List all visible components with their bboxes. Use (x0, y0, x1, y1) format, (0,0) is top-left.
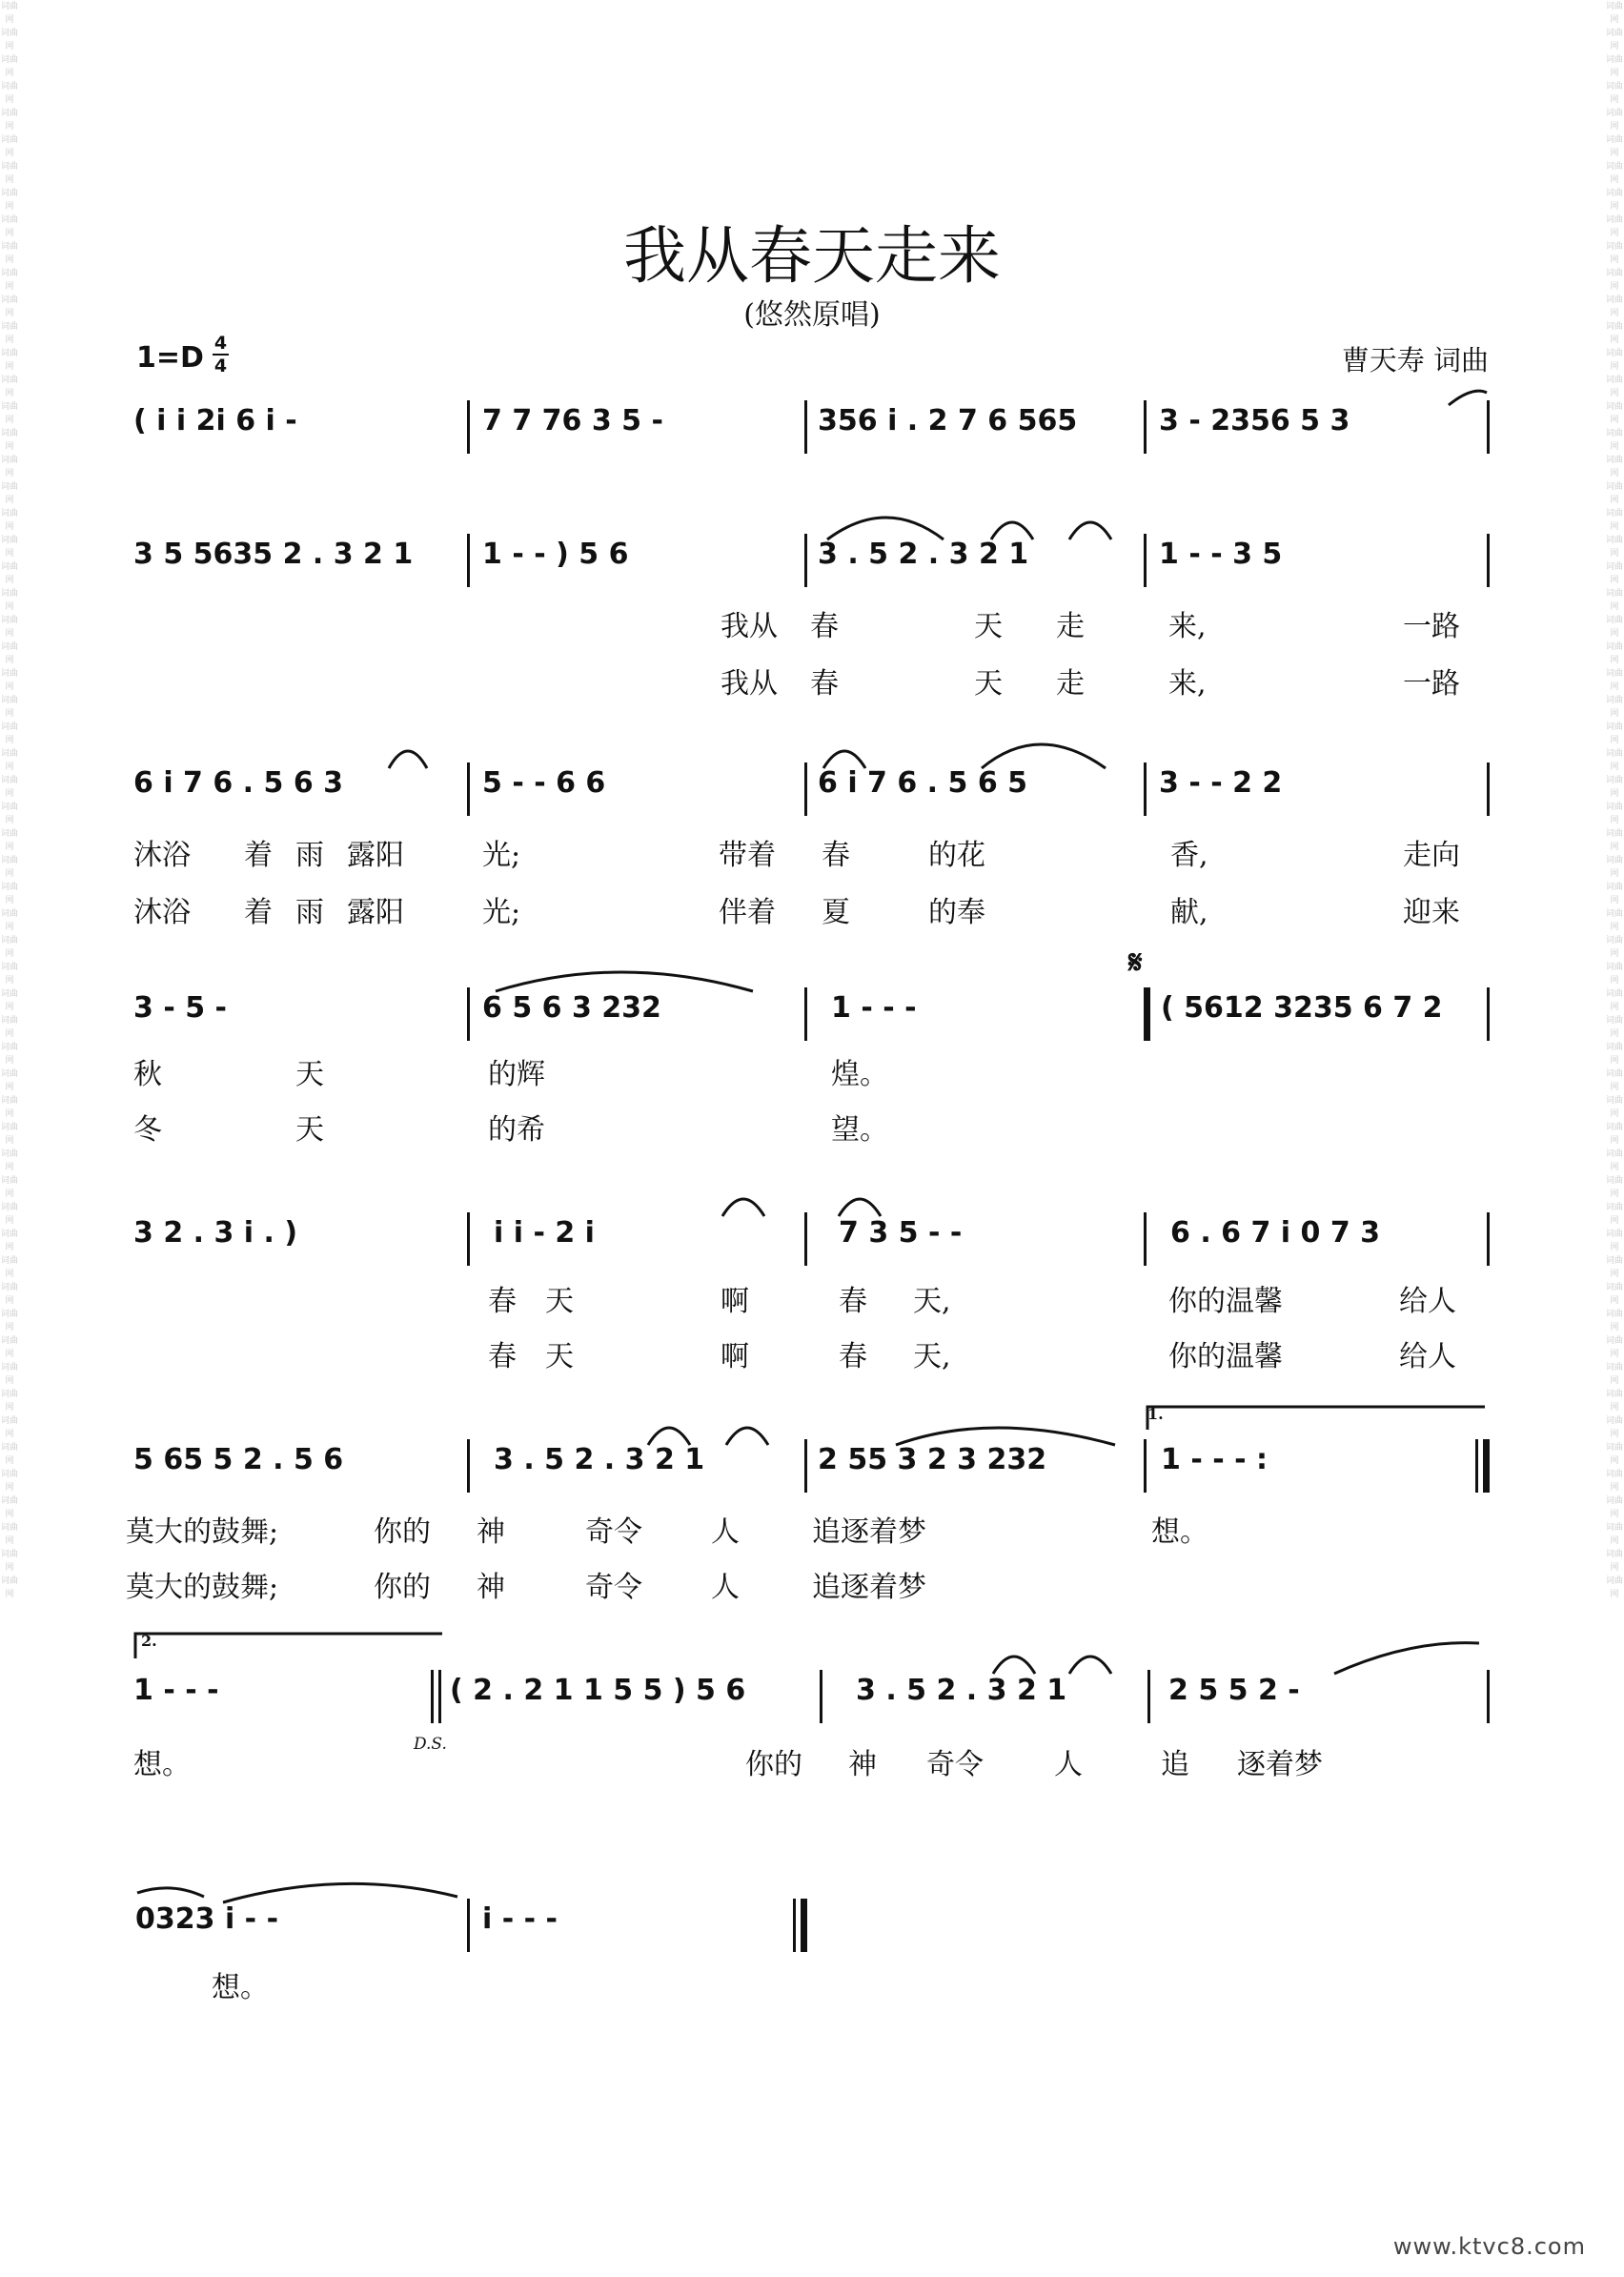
lyric: 的辉 (488, 1058, 545, 1091)
lyric: 光; (482, 896, 521, 929)
composer-credit: 曹天寿 词曲 (1341, 344, 1489, 376)
lyric: 莫大的鼓舞; (126, 1571, 279, 1604)
lyric: 给人 (1399, 1340, 1456, 1373)
lyric: 神 (477, 1515, 505, 1549)
lyric: 来, (1168, 610, 1207, 643)
lyrics-verse2-line4 (126, 1106, 1500, 1147)
lyric: 走 (1056, 667, 1085, 701)
lyric: 香, (1170, 839, 1208, 872)
measure: 3 . 5 2 . 3 2 1 (856, 1674, 1067, 1707)
left-watermark-strip: 词曲网 词曲网 词曲网 词曲网 词曲网 词曲网 词曲网 词曲网 词曲网 词曲网 词曲网 词曲网 词曲网 词曲网 词曲网 词曲网 词曲网 词曲网 词曲网 词曲网 词曲网 词曲网 词曲网 词曲网 词曲网 词曲网 词曲网 词曲网 词曲网 词曲网 词曲网 词曲网 词曲网 词曲网 词曲网 词曲网 词曲网 词曲网 词曲网 词曲网 词曲网 词曲网 词曲网 词曲网 词曲网 词曲网 词曲网 词曲网 词曲网 词曲网 词曲网 词曲网 词曲网 词曲网 词曲网 词曲网 词曲网 词曲网 词曲网 词曲网 (0, 2, 18, 1599)
music-line-6 (126, 1439, 1500, 1493)
measure: 3 - 2356 5 3 (1159, 404, 1350, 437)
lyrics-verse2-line5 (126, 1332, 1500, 1371)
music-line-2 (126, 534, 1500, 587)
measure: 3 2 . 3 i . ) (133, 1216, 298, 1250)
right-watermark-strip: 词曲网 词曲网 词曲网 词曲网 词曲网 词曲网 词曲网 词曲网 词曲网 词曲网 词曲网 词曲网 词曲网 词曲网 词曲网 词曲网 词曲网 词曲网 词曲网 词曲网 词曲网 词曲网 词曲网 词曲网 词曲网 词曲网 词曲网 词曲网 词曲网 词曲网 词曲网 词曲网 词曲网 词曲网 词曲网 词曲网 词曲网 词曲网 词曲网 词曲网 词曲网 词曲网 词曲网 词曲网 词曲网 词曲网 词曲网 词曲网 词曲网 词曲网 词曲网 词曲网 词曲网 词曲网 词曲网 词曲网 词曲网 词曲网 词曲网 词曲网 (1605, 2, 1623, 1599)
lyric: 春 (839, 1340, 867, 1373)
lyric: 天 (545, 1340, 574, 1373)
lyric: 煌。 (831, 1058, 888, 1091)
lyric: 想。 (212, 1971, 269, 2004)
lyric: 雨 (295, 896, 324, 929)
lyric: 想。 (1151, 1515, 1208, 1549)
music-line-3 (126, 762, 1500, 816)
music-line-7 (126, 1670, 1500, 1723)
volta-1-label: 1. (1147, 1405, 1164, 1423)
lyrics-verse2-line3 (126, 888, 1500, 929)
lyric: 奇令 (585, 1515, 642, 1549)
measure: 1 - - - : (1161, 1443, 1269, 1476)
lyric: 夏 (822, 896, 850, 929)
lyric: 献, (1170, 896, 1208, 929)
measure: ( 5612 3235 6 7 2 (1161, 991, 1443, 1025)
lyric: 迎来 (1403, 896, 1460, 929)
lyric: 露阳 (347, 839, 404, 872)
lyric: 秋 (133, 1058, 162, 1091)
lyrics-verse1-line3 (126, 831, 1500, 872)
lyric: 的奉 (928, 896, 985, 929)
lyric: 天 (295, 1113, 324, 1147)
measure: 1 - - 3 5 (1159, 538, 1283, 571)
lyric: 伴着 (719, 896, 776, 929)
measure: 1 - - - (831, 991, 917, 1025)
lyric: 天 (545, 1285, 574, 1318)
lyric: 春 (822, 839, 850, 872)
lyric: 逐着梦 (1237, 1748, 1323, 1781)
lyric: 神 (848, 1748, 877, 1781)
lyric: 一路 (1403, 667, 1460, 701)
lyric: 想。 (133, 1748, 191, 1781)
lyric: 天 (974, 667, 1003, 701)
lyric: 春 (810, 667, 839, 701)
lyric: 人 (711, 1515, 740, 1549)
measure: ( 2 . 2 1 1 5 5 ) 5 6 (450, 1674, 746, 1707)
measure: 6 5 6 3 232 (482, 991, 661, 1025)
measure: ( i i 2i 6 i - (133, 404, 297, 437)
lyrics-verse1-line6 (126, 1508, 1500, 1549)
time-bottom: 4 (213, 356, 228, 376)
measure: 5 - - 6 6 (482, 766, 606, 800)
measure: 3 . 5 2 . 3 2 1 (494, 1443, 705, 1476)
lyric: 神 (477, 1571, 505, 1604)
lyric: 莫大的鼓舞; (126, 1515, 279, 1549)
lyric: 天, (913, 1340, 951, 1373)
lyric: 的花 (928, 839, 985, 872)
measure: 6 i 7 6 . 5 6 3 (133, 766, 344, 800)
music-line-5 (126, 1212, 1500, 1266)
lyrics-verse1-line2 (126, 602, 1500, 643)
music-line-4 (126, 987, 1500, 1041)
lyric: 露阳 (347, 896, 404, 929)
lyric: 奇令 (585, 1571, 642, 1604)
volta-bracket (1147, 1407, 1485, 1430)
time-top: 4 (213, 333, 228, 354)
lyric: 春 (839, 1285, 867, 1318)
lyric: 来, (1168, 667, 1207, 701)
ds-mark: D.S. (414, 1735, 447, 1754)
measure: 356 i . 2 7 6 565 (818, 404, 1078, 437)
lyric: 你的 (745, 1748, 802, 1781)
lyric: 一路 (1403, 610, 1460, 643)
lyrics-line7 (126, 1740, 1500, 1779)
lyrics-verse1-line5 (126, 1277, 1500, 1318)
lyric: 人 (711, 1571, 740, 1604)
measure: 6 . 6 7 i 0 7 3 (1170, 1216, 1381, 1250)
slur (137, 1888, 204, 1897)
lyrics-verse1-line4 (126, 1050, 1500, 1091)
lyric: 追逐着梦 (812, 1571, 926, 1604)
measure: 3 . 5 2 . 3 2 1 (818, 538, 1029, 571)
lyric: 的希 (488, 1113, 545, 1147)
song-title: 我从春天走来 (623, 219, 1001, 293)
measure: 1 - - - (133, 1674, 219, 1707)
lyric: 雨 (295, 839, 324, 872)
lyrics-verse2-line2 (126, 660, 1500, 701)
lyrics-verse2-line6 (126, 1563, 1500, 1604)
lyric: 我从 (721, 667, 778, 701)
site-watermark: www.ktvc8.com (1392, 2233, 1586, 2260)
measure: 2 55 3 2 3 232 (818, 1443, 1047, 1476)
lyrics-line8 (126, 1963, 1500, 2002)
lyric: 冬 (133, 1113, 162, 1147)
lyric: 春 (488, 1340, 517, 1373)
measure: i i - 2 i (494, 1216, 595, 1250)
lyric: 给人 (1399, 1285, 1456, 1318)
lyric: 啊 (721, 1340, 749, 1373)
lyric: 望。 (831, 1113, 888, 1147)
lyric: 你的温馨 (1168, 1285, 1283, 1318)
song-subtitle: (悠然原唱) (743, 298, 881, 332)
music-line-8 (126, 1899, 1500, 1952)
measure: i - - - (482, 1902, 558, 1936)
measure: 7 3 5 - - (839, 1216, 963, 1250)
lyric: 天 (974, 610, 1003, 643)
lyric: 你的 (374, 1571, 431, 1604)
lyric: 沐浴 (133, 839, 191, 872)
measure: 0323 i - - (135, 1902, 279, 1936)
time-signature (213, 334, 229, 376)
lyric: 我从 (721, 610, 778, 643)
key-signature: 1=D (136, 341, 204, 375)
lyric: 你的温馨 (1168, 1340, 1283, 1373)
lyric: 天, (913, 1285, 951, 1318)
volta-bracket (135, 1634, 442, 1658)
measure: 3 5 5635 2 . 3 2 1 (133, 538, 414, 571)
lyric: 追逐着梦 (812, 1515, 926, 1549)
lyric: 走向 (1403, 839, 1460, 872)
lyric: 天 (295, 1058, 324, 1091)
lyric: 沐浴 (133, 896, 191, 929)
lyric: 带着 (719, 839, 776, 872)
lyric: 着 (244, 839, 273, 872)
measure: 5 65 5 2 . 5 6 (133, 1443, 344, 1476)
lyric: 着 (244, 896, 273, 929)
lyric: 春 (810, 610, 839, 643)
lyric: 追 (1161, 1748, 1189, 1781)
lyric: 走 (1056, 610, 1085, 643)
lyric: 人 (1054, 1748, 1083, 1781)
measure: 6 i 7 6 . 5 6 5 (818, 766, 1028, 800)
segno-sign: 𝄋 (1128, 944, 1143, 982)
measure: 3 - 5 - (133, 991, 227, 1025)
measure: 7 7 76 3 5 - (482, 404, 663, 437)
volta-2-label: 2. (141, 1632, 157, 1650)
lyric: 光; (482, 839, 521, 872)
measure: 1 - - ) 5 6 (482, 538, 629, 571)
measure: 3 - - 2 2 (1159, 766, 1283, 800)
lyric: 你的 (374, 1515, 431, 1549)
lyric: 春 (488, 1285, 517, 1318)
lyric: 啊 (721, 1285, 749, 1318)
measure: 2 5 5 2 - (1168, 1674, 1300, 1707)
music-line-1 (126, 400, 1500, 454)
lyric: 奇令 (926, 1748, 984, 1781)
